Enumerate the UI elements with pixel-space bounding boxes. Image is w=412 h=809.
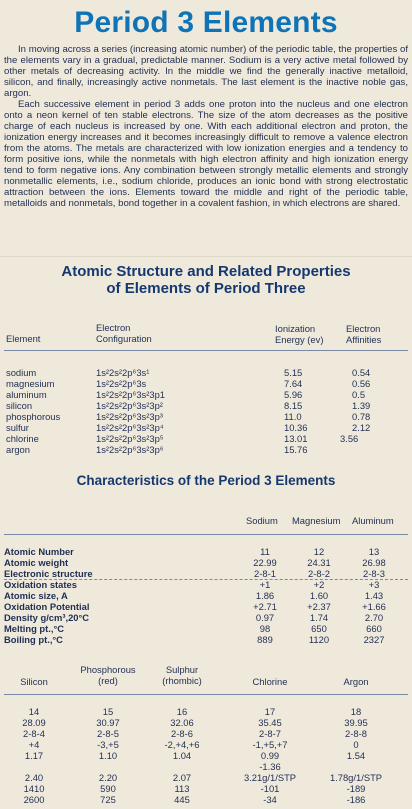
chlorine-value: 17 (264, 706, 276, 717)
silicon-value: 14 (28, 706, 40, 717)
chlorine-value: -101 (260, 783, 280, 794)
row-element: argon (6, 444, 30, 455)
aluminum-value: 2.70 (364, 612, 384, 623)
row-affinity: 0.56 (352, 378, 371, 389)
chlorine-value: 3.21g/1/STP (243, 772, 297, 783)
magnesium-value: +2.37 (307, 601, 331, 612)
sulphur-value: -2,+4,+6 (164, 739, 200, 750)
header-sulphur-line-1: Sulphur (165, 664, 199, 675)
header-element: Element (6, 333, 41, 344)
row-ionization: 15.76 (284, 444, 308, 455)
header-config-line-1: Electron (96, 322, 131, 333)
row-config: 1s²2s²2p⁶3s²3p1 (96, 389, 165, 400)
chlorine-value: -1,+5,+7 (252, 739, 288, 750)
header-silicon: Silicon (20, 676, 48, 687)
sodium-value: 22.99 (253, 557, 277, 568)
silicon-value: 1410 (23, 783, 45, 794)
row-element: phosphorous (6, 411, 61, 422)
sulphur-value: 16 (176, 706, 188, 717)
aluminum-value: 2-8-3 (363, 568, 385, 579)
sodium-value: 98 (259, 623, 271, 634)
row-config: 1s²2s²2p⁶3s (96, 378, 147, 389)
property-label: Oxidation Potential (4, 601, 90, 612)
argon-value: -189 (346, 783, 366, 794)
sulphur-value: 445 (174, 794, 190, 805)
aluminum-value: +3 (368, 579, 380, 590)
phosphorous-value: 2.20 (98, 772, 118, 783)
header-chlorine: Chlorine (252, 676, 288, 687)
row-ionization: 5.96 (284, 389, 303, 400)
sulphur-value: 32.06 (170, 717, 194, 728)
row-ionization: 11.0 (284, 411, 302, 422)
row-ionization: 5.15 (284, 367, 303, 378)
intro-text (4, 44, 408, 209)
silicon-value: 28.09 (22, 717, 46, 728)
header-magnesium: Magnesium (292, 515, 341, 526)
row-element: sodium (6, 367, 37, 378)
characteristics-divider (4, 534, 408, 535)
row-ionization: 8.15 (284, 400, 303, 411)
row-element: magnesium (6, 378, 55, 389)
argon-value: 1.54 (346, 750, 366, 761)
sodium-value: 889 (257, 634, 273, 645)
silicon-value: 2.40 (24, 772, 44, 783)
header-argon: Argon (343, 676, 369, 687)
phosphorous-value: 725 (100, 794, 116, 805)
property-label: Atomic size, A (4, 590, 68, 601)
phosphorous-value: 590 (100, 783, 116, 794)
property-label: Density g/cm³,20°C (4, 612, 90, 623)
row-element: silicon (6, 400, 33, 411)
sulphur-value: 2.07 (172, 772, 192, 783)
page-title: Period 3 Elements (74, 6, 338, 39)
intro-paragraph-1: In moving across a series (increasing atomic number) of the periodic table, the properties of the elements vary in a gradual, predictable manner. Sodium is a very active metal followed by other metals of decreasing activity. In the middle we find the generally inactive metalloid, silicon, and finally, increasingly active nonmetals. The last element is the inactive noble gas, argon. (4, 44, 408, 99)
silicon-value: 2600 (23, 794, 45, 805)
property-label: Oxidation states (4, 579, 77, 590)
aluminum-value: 2327 (363, 634, 385, 645)
magnesium-value: 1.60 (309, 590, 329, 601)
atomic-structure-title (0, 263, 412, 297)
magnesium-value: 1120 (308, 634, 330, 645)
nonmetal-divider (4, 694, 408, 695)
header-ionization-line-1: Ionization (275, 323, 316, 334)
row-affinity: 0.5 (352, 389, 366, 400)
row-ionization: 10.36 (284, 422, 308, 433)
sodium-value: 1.86 (255, 590, 275, 601)
chlorine-value: -34 (263, 794, 277, 805)
atomic-structure-title-line-2: of Elements of Period Three (106, 280, 306, 297)
silicon-value: 1.17 (24, 750, 44, 761)
phosphorous-value: 2-8-5 (97, 728, 119, 739)
header-phosphorous-line-1: Phosphorous (80, 664, 136, 675)
row-config: 1s²2s²2p⁶3s¹ (96, 367, 150, 378)
header-sulphur-line-2: (rhombic) (162, 675, 202, 686)
atomic-table-divider (4, 350, 408, 351)
sulphur-value: 113 (174, 783, 190, 794)
row-config: 1s²2s²2p⁶3s²3p⁶ (96, 444, 164, 455)
magnesium-value: 12 (313, 546, 325, 557)
sodium-value: +2.71 (253, 601, 277, 612)
argon-value: 1.78g/1/STP (329, 772, 383, 783)
row-config: 1s²2s²2p⁶3s²3p² (96, 400, 163, 411)
magnesium-value: +2 (313, 579, 325, 590)
chlorine-value: -1.36 (259, 761, 281, 772)
sodium-value: +1 (259, 579, 271, 590)
row-affinity: 1.39 (352, 400, 371, 411)
aluminum-value: 26.98 (362, 557, 386, 568)
magnesium-value: 24.31 (307, 557, 331, 568)
row-element: aluminum (6, 389, 47, 400)
argon-value: -186 (346, 794, 366, 805)
row-element: chlorine (6, 433, 39, 444)
header-affinity-line-2: Affinities (346, 334, 382, 345)
argon-value: 2-8-8 (345, 728, 367, 739)
aluminum-value: +1.66 (362, 601, 386, 612)
phosphorous-value: 1.10 (98, 750, 118, 761)
row-affinity: 0.54 (352, 367, 371, 378)
sodium-value: 11 (260, 546, 270, 557)
row-config: 1s²2s²2p⁶3s²3p⁴ (96, 422, 164, 433)
header-phosphorous-line-2: (red) (98, 675, 118, 686)
row-affinity: 2.12 (352, 422, 371, 433)
header-sodium: Sodium (246, 515, 278, 526)
aluminum-value: 13 (368, 546, 380, 557)
silicon-value: +4 (28, 739, 40, 750)
sulphur-value: 1.04 (172, 750, 192, 761)
header-aluminum: Aluminum (352, 515, 394, 526)
atomic-structure-title-line-1: Atomic Structure and Related Properties (61, 263, 351, 280)
argon-value: 18 (350, 706, 362, 717)
paper-fold (0, 256, 412, 258)
magnesium-value: 2-8-2 (308, 568, 330, 579)
chlorine-value: 35.45 (258, 717, 282, 728)
magnesium-value: 1.74 (309, 612, 329, 623)
characteristics-title: Characteristics of the Period 3 Elements (76, 473, 336, 488)
row-element: sulfur (6, 422, 29, 433)
row-affinity: 0.78 (352, 411, 371, 422)
row-config: 1s²2s²2p⁶3s²3p⁵ (96, 433, 164, 444)
silicon-value: 2-8-4 (23, 728, 45, 739)
property-label: Atomic Number (4, 546, 74, 557)
aluminum-value: 660 (366, 623, 382, 634)
row-ionization: 13.01 (284, 433, 308, 444)
row-ionization: 7.64 (284, 378, 303, 389)
property-label: Melting pt.,°C (4, 623, 64, 634)
phosphorous-value: 30.97 (96, 717, 120, 728)
property-label: Electronic structure (4, 568, 93, 579)
aluminum-value: 1.43 (364, 590, 384, 601)
magnesium-value: 650 (311, 623, 327, 634)
header-affinity-line-1: Electron (346, 323, 381, 334)
argon-value: 39.95 (344, 717, 368, 728)
property-label: Boiling pt.,°C (4, 634, 63, 645)
sodium-value: 0.97 (255, 612, 275, 623)
chlorine-value: 0.99 (260, 750, 280, 761)
row-config: 1s²2s²2p⁶3s²3p³ (96, 411, 163, 422)
dashed-divider (4, 579, 408, 580)
phosphorous-value: -3,+5 (97, 739, 119, 750)
header-config-line-2: Configuration (96, 333, 152, 344)
chlorine-value: 2-8-7 (259, 728, 281, 739)
property-label: Atomic weight (4, 557, 69, 568)
row-affinity: 3.56 (340, 433, 359, 444)
phosphorous-value: 15 (102, 706, 114, 717)
header-ionization-line-2: Energy (ev) (275, 334, 324, 345)
sulphur-value: 2-8-6 (171, 728, 193, 739)
intro-paragraph-2: Each successive element in period 3 adds one proton into the nucleus and one electron onto a neon kernel of ten stable electrons. The size of the atom decreases as the positive charge of each nucleus is increased by one. With each additional electron and proton, the ionization energy increases and it becomes increasingly difficult to remove a valence electron from the atoms. The metals are characterized with low ionization energies and a tendency to form positive ions, while the nonmetals with high electron affinity and high ionization energy tend to form negative ions. Any combination between strongly metallic elements and strongly nonmetallic elements, i.e., sodium chloride, produces an ionic bond with strong electrostatic attraction between the ions. Elements toward the middle and right of the periodic table, metalloids and nonmetals, bond together in a covalent fashion, in which electrons are shared. (4, 99, 408, 209)
sodium-value: 2-8-1 (254, 568, 276, 579)
argon-value: 0 (353, 739, 359, 750)
